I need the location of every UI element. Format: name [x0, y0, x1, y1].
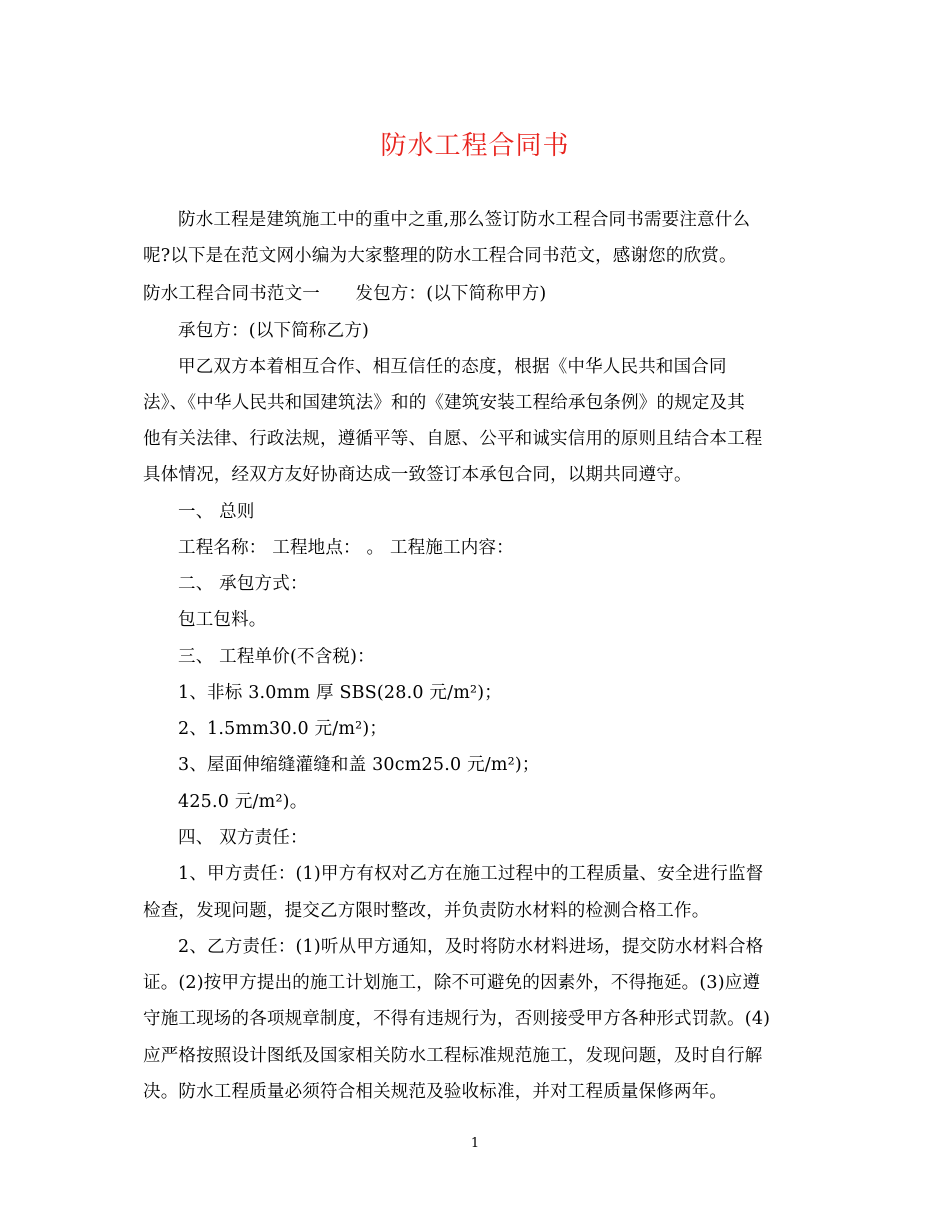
paragraph-line: 应严格按照设计图纸及国家相关防水工程标准规范施工，发现问题，及时自行解: [143, 1046, 763, 1066]
list-item: 1、非标 3.0mm 厚 SBS(28.0 元/m²)；: [178, 683, 502, 703]
section-heading: 二、 承包方式：: [178, 574, 308, 594]
paragraph-line: 包工包料。: [178, 610, 267, 630]
section-heading: 一、 总则: [178, 502, 255, 522]
paragraph-line: 防水工程是建筑施工中的重中之重,那么签订防水工程合同书需要注意什么: [178, 210, 751, 230]
paragraph-line: 法》、《中华人民共和国建筑法》和的《建筑安装工程给承包条例》的规定及其: [143, 393, 745, 413]
section-heading: 四、 双方责任：: [178, 828, 308, 848]
paragraph-line: 证。(2)按甲方提出的施工计划施工，除不可避免的因素外，不得拖延。(3)应遵: [143, 973, 761, 993]
paragraph-line: 防水工程合同书范文一 发包方：(以下简称甲方): [143, 284, 547, 304]
paragraph-line: 决。防水工程质量必须符合相关规范及验收标准，并对工程质量保修两年。: [143, 1082, 728, 1102]
paragraph-line: 承包方：(以下简称乙方): [178, 321, 370, 341]
list-item: 3、屋面伸缩缝灌缝和盖 30cm25.0 元/m²)；: [178, 755, 540, 775]
list-item: 425.0 元/m²)。: [178, 792, 308, 812]
paragraph-line: 甲乙双方本着相互合作、相互信任的态度，根据《中华人民共和国合同: [178, 357, 727, 377]
paragraph-line: 1、甲方责任：(1)甲方有权对乙方在施工过程中的工程质量、安全进行监督: [178, 864, 764, 884]
paragraph-line: 守施工现场的各项规章制度，不得有违规行为，否则接受甲方各种形式罚款。(4): [143, 1009, 771, 1029]
page-number: 1: [470, 1136, 480, 1151]
paragraph-line: 检查，发现问题，提交乙方限时整改，并负责防水材料的检测合格工作。: [143, 901, 710, 921]
section-heading: 三、 工程单价(不含税)：: [178, 647, 375, 667]
paragraph-line: 2、乙方责任：(1)听从甲方通知，及时将防水材料进场，提交防水材料合格: [178, 937, 764, 957]
list-item: 2、1.5mm30.0 元/m²)；: [178, 719, 388, 739]
document-title: 防水工程合同书: [380, 131, 570, 161]
paragraph-line: 具体情况，经双方友好协商达成一致签订本承包合同，以期共同遵守。: [143, 465, 692, 485]
paragraph-line: 工程名称： 工程地点： 。 工程施工内容：: [178, 538, 514, 558]
paragraph-line: 呢?以下是在范文网小编为大家整理的防水工程合同书范文，感谢您的欣赏。: [143, 246, 737, 266]
paragraph-line: 他有关法律、行政法规，遵循平等、自愿、公平和诚实信用的原则且结合本工程: [143, 429, 763, 449]
